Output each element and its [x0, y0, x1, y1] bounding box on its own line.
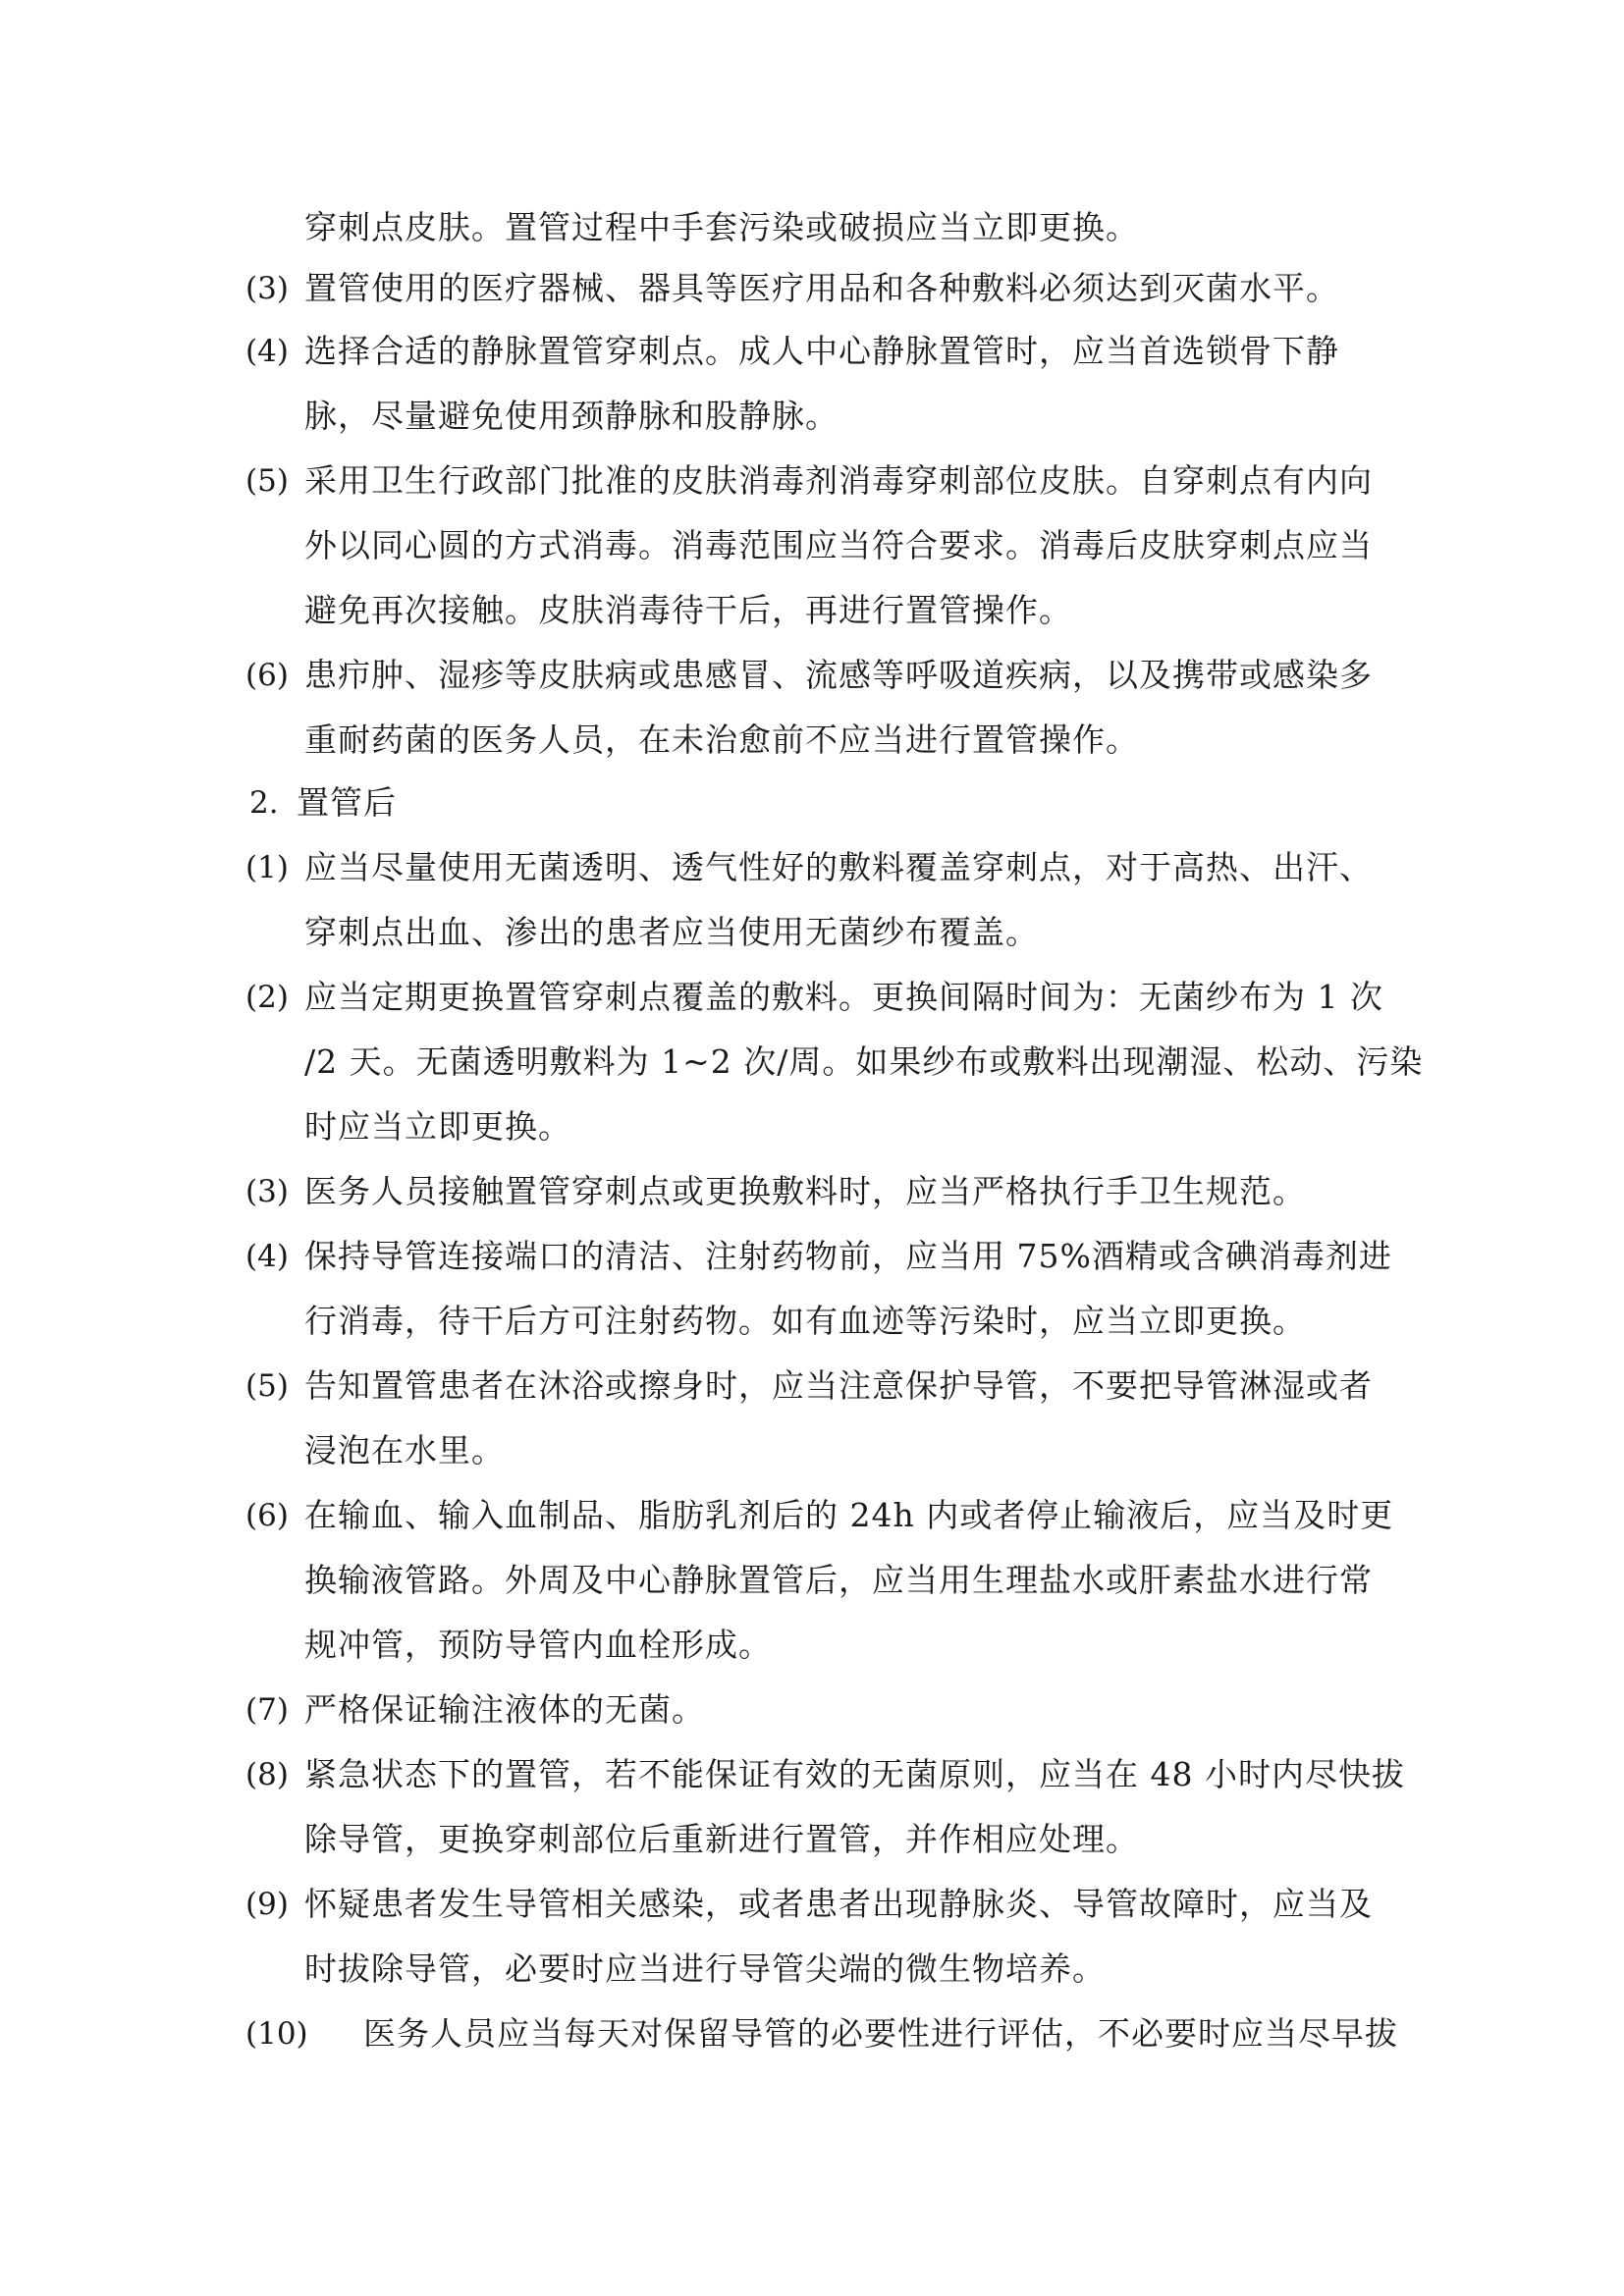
line-5: 外以同心圆的方式消毒。消毒范围应当符合要求。消毒后皮肤穿刺点应当 — [304, 526, 1373, 564]
item-number: (3) — [245, 271, 289, 306]
line-22: 规冲管，预防导管内血栓形成。 — [304, 1626, 772, 1664]
line-16: 保持导管连接端口的清洁、注射药物前，应当用 75%酒精或含碘消毒剂进 — [304, 1237, 1392, 1275]
item-number: (5) — [245, 1368, 289, 1404]
line-26: 怀疑患者发生导管相关感染，或者患者出现静脉炎、导管故障时，应当及 — [304, 1885, 1373, 1923]
item-number: (10) — [245, 2016, 308, 2052]
line-14: 时应当立即更换。 — [304, 1107, 571, 1146]
line-12: 应当定期更换置管穿刺点覆盖的敷料。更换间隔时间为：无菌纱布为 1 次 — [304, 978, 1383, 1016]
item-number: (8) — [245, 1757, 289, 1792]
line-20: 在输血、输入血制品、脂肪乳剂后的 24h 内或者停止输液后，应当及时更 — [304, 1496, 1394, 1534]
line-2: 选择合适的静脉置管穿刺点。成人中心静脉置管时，应当首选锁骨下静 — [304, 332, 1339, 370]
item-number: (3) — [245, 1174, 289, 1209]
line-23: 严格保证输注液体的无菌。 — [304, 1690, 705, 1729]
line-28: 医务人员应当每天对保留导管的必要性进行评估，不必要时应当尽早拔 — [363, 2014, 1398, 2053]
line-11: 穿刺点出血、渗出的患者应当使用无菌纱布覆盖。 — [304, 913, 1039, 951]
line-21: 换输液管路。外周及中心静脉置管后，应当用生理盐水或肝素盐水进行常 — [304, 1561, 1373, 1599]
item-number: (7) — [245, 1692, 289, 1728]
line-17: 行消毒，待干后方可注射药物。如有血迹等污染时，应当立即更换。 — [304, 1302, 1306, 1340]
line-3: 脉，尽量避免使用颈静脉和股静脉。 — [304, 397, 839, 435]
line-10: 应当尽量使用无菌透明、透气性好的敷料覆盖穿刺点，对于高热、出汗、 — [304, 848, 1373, 886]
section-heading: 置管后 — [297, 783, 397, 822]
item-number: (6) — [245, 1498, 289, 1533]
item-number: (1) — [245, 850, 289, 885]
line-1: 置管使用的医疗器械、器具等医疗用品和各种敷料必须达到灭菌水平。 — [304, 269, 1339, 307]
line-18: 告知置管患者在沐浴或擦身时，应当注意保护导管，不要把导管淋湿或者 — [304, 1366, 1373, 1405]
line-25: 除导管，更换穿刺部位后重新进行置管，并作相应处理。 — [304, 1820, 1139, 1858]
line-0: 穿刺点皮肤。置管过程中手套污染或破损应当立即更换。 — [304, 208, 1139, 246]
item-number: (5) — [245, 463, 289, 499]
line-13: /2 天。无菌透明敷料为 1~2 次/周。如果纱布或敷料出现潮湿、松动、污染 — [304, 1042, 1424, 1081]
section-number: 2. — [249, 785, 279, 821]
line-15: 医务人员接触置管穿刺点或更换敷料时，应当严格执行手卫生规范。 — [304, 1172, 1306, 1210]
line-8: 重耐药菌的医务人员，在未治愈前不应当进行置管操作。 — [304, 721, 1139, 759]
line-4: 采用卫生行政部门批准的皮肤消毒剂消毒穿刺部位皮肤。自穿刺点有内向 — [304, 461, 1373, 500]
line-19: 浸泡在水里。 — [304, 1431, 505, 1469]
line-6: 避免再次接触。皮肤消毒待干后，再进行置管操作。 — [304, 591, 1072, 629]
item-number: (9) — [245, 1887, 289, 1922]
line-7: 患疖肿、湿疹等皮肤病或患感冒、流感等呼吸道疾病，以及携带或感染多 — [304, 656, 1373, 694]
item-number: (2) — [245, 980, 289, 1015]
item-number: (4) — [245, 1239, 289, 1274]
item-number: (6) — [245, 658, 289, 693]
item-number: (4) — [245, 334, 289, 369]
line-24: 紧急状态下的置管，若不能保证有效的无菌原则，应当在 48 小时内尽快拔 — [304, 1755, 1405, 1793]
line-27: 时拔除导管，必要时应当进行导管尖端的微生物培养。 — [304, 1949, 1106, 1988]
